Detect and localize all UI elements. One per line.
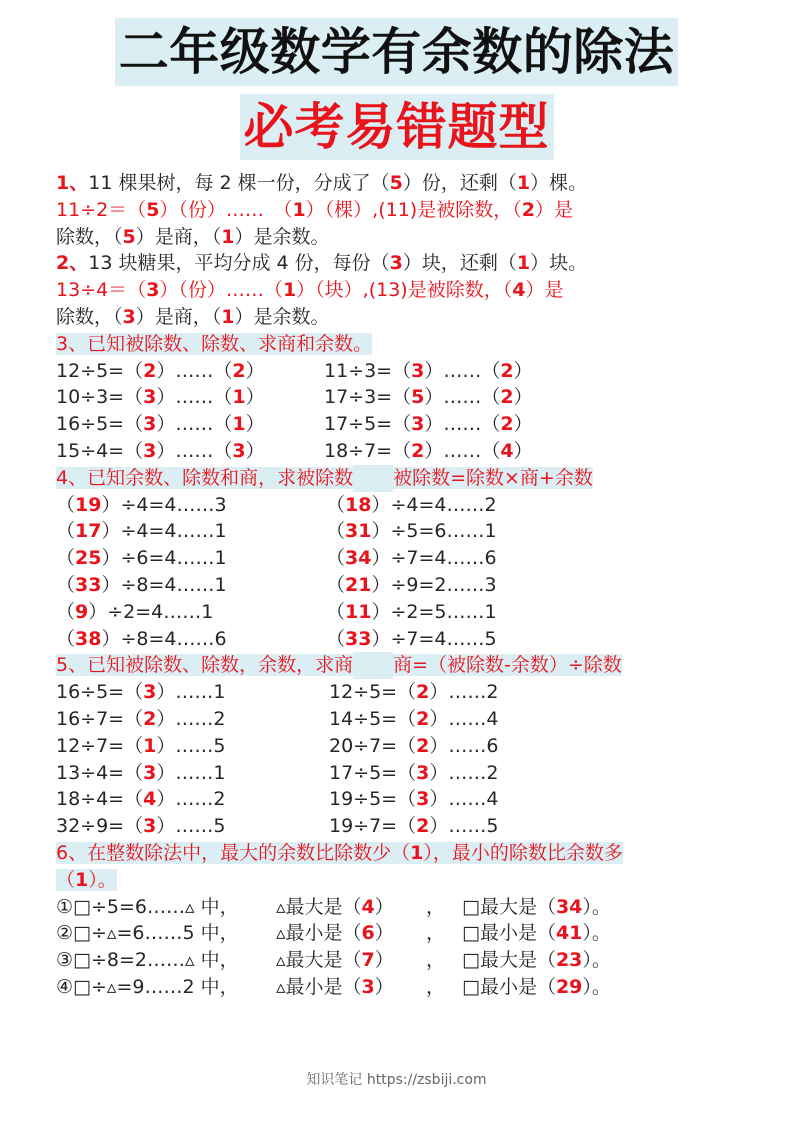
q5-row: 32÷9=（3）……5 19÷7=（2）……5 [56, 815, 499, 838]
q6-row: ②□÷▵=6……5 中， ▵最小是（6） ， □最小是（41）。 [56, 922, 611, 945]
q4-row: （19）÷4=4……3 （18）÷4=4……2 [56, 493, 497, 516]
q5-row: 16÷5=（3）……1 12÷5=（2）……2 [56, 681, 499, 704]
q6-heading-cont: （1）。 [56, 868, 117, 891]
q6-row: ①□÷5=6……▵ 中， ▵最大是（4） ， □最大是（34）。 [56, 895, 611, 918]
q6-row: ④□÷▵=9……2 中， ▵最小是（3） ， □最小是（29）。 [56, 975, 611, 998]
q1-equation: 11÷2＝（5）（份）…… （1）（棵）,(11)是被除数，（2）是 [56, 198, 573, 221]
answer: 5 [146, 198, 160, 221]
page-title: 二年级数学有余数的除法 [115, 18, 679, 86]
q4-row: （9）÷2=4……1 （11）÷2=5……1 [56, 600, 497, 623]
q1-explanation: 除数，（5）是商，（1）是余数。 [56, 225, 330, 248]
q4-row: （17）÷4=4……1 （31）÷5=6……1 [56, 520, 497, 543]
q5-row: 16÷7=（2）……2 14÷5=（2）……4 [56, 707, 499, 730]
q4-formula: 被除数=除数×商+余数 [393, 466, 593, 489]
title-block [0, 0, 793, 160]
page-subtitle: 必考易错题型 [240, 94, 554, 160]
answer: 1 [221, 305, 235, 328]
q5-row: 13÷4=（3）……1 17÷5=（3）……2 [56, 761, 499, 784]
q4-heading: 4、已知余数、除数和商，求被除数 被除数=除数×商+余数 [56, 465, 746, 492]
answer: 1 [516, 252, 531, 275]
q6-row: ③□÷8=2……▵ 中， ▵最大是（7） ， □最大是（23）。 [56, 949, 611, 972]
q4-row: （38）÷8=4……6 （33）÷7=4……5 [56, 627, 497, 650]
q4-row: （33）÷8=4……1 （21）÷9=2……3 [56, 573, 497, 596]
q3-row: 16÷5=（3）……（1） 17÷5=（3）……（2） [56, 413, 533, 436]
answer: 4 [512, 279, 526, 302]
q5-row: 12÷7=（1）……5 20÷7=（2）……6 [56, 734, 499, 757]
q2-explanation: 除数，（3）是商，（1）是余数。 [56, 305, 330, 328]
q5-heading: 5、已知被除数、除数，余数，求商 商=（被除数-余数）÷除数 [56, 652, 746, 679]
q5-row: 18÷4=（4）……2 19÷5=（3）……4 [56, 788, 499, 811]
answer: 5 [122, 225, 136, 248]
q6-heading: 6、在整数除法中，最大的余数比除数少（1），最小的除数比余数多 [56, 841, 623, 864]
answer: 5 [389, 172, 403, 194]
q3-row: 10÷3=（3）……（1） 17÷3=（5）……（2） [56, 386, 533, 409]
answer: 3 [146, 279, 160, 302]
q4-row: （25）÷6=4……1 （34）÷7=4……6 [56, 547, 497, 570]
q3-heading: 3、已知被除数、除数、求商和余数。 [56, 332, 373, 355]
answer: 1 [221, 225, 235, 248]
q3-row: 12÷5=（2）……（2） 11÷3=（3）……（2） [56, 359, 533, 382]
q2-question: 2、13 块糖果，平均分成 4 份，每份（3）块，还剩（1）块。 [56, 252, 588, 275]
q3-row: 15÷4=（3）……（3） 18÷7=（2）……（4） [56, 439, 533, 462]
worksheet-content [56, 170, 746, 1001]
footer-source: 知识笔记 https://zsbiji.com [306, 1072, 487, 1088]
q1-question: 1、11 棵果树，每 2 棵一份，分成了（5）份，还剩（1）棵。 [56, 172, 588, 194]
answer: 2 [521, 198, 535, 221]
q4-rows [56, 492, 746, 653]
answer: 1 [282, 279, 297, 302]
q2-equation: 13÷4＝（3）（份）……（1）（块）,(13)是被除数，（4）是 [56, 279, 564, 302]
answer: 3 [389, 252, 403, 275]
q3-rows [56, 358, 746, 465]
q5-formula: 商=（被除数-余数）÷除数 [393, 654, 622, 677]
answer: 1 [516, 172, 531, 194]
q5-rows [56, 679, 746, 840]
answer: 1 [292, 198, 306, 221]
q6-rows [56, 894, 746, 1001]
answer: 3 [122, 305, 136, 328]
